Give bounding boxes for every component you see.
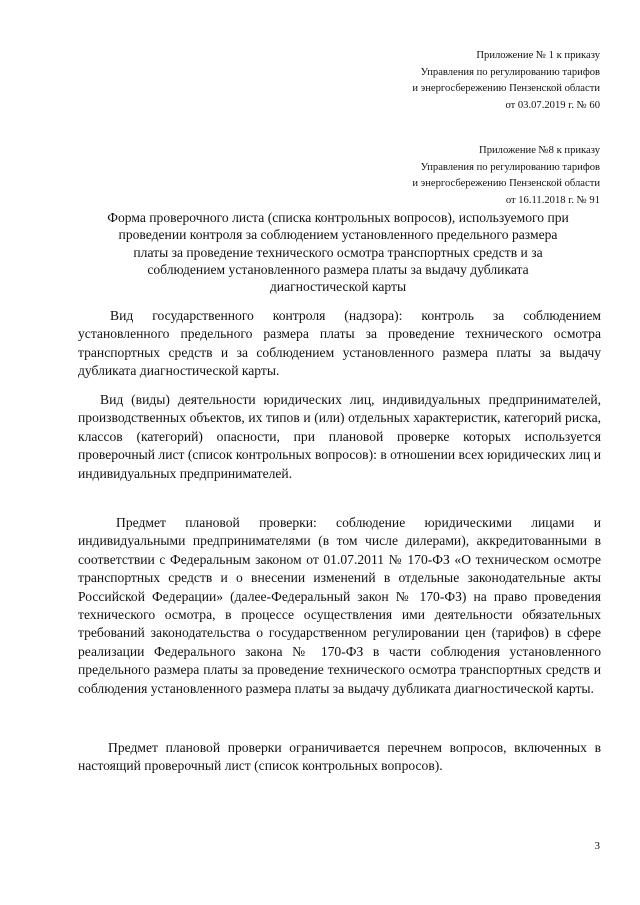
page-number: 3 — [594, 840, 600, 852]
appendix-note-1 — [300, 48, 600, 115]
appendix-2-line-2: Управления по регулированию тарифов — [420, 161, 600, 173]
appendix-1-line-2: Управления по регулированию тарифов — [420, 66, 600, 78]
appendix-note-2 — [300, 143, 600, 210]
title-line-5: диагностической карты — [269, 279, 407, 295]
appendix-2-line-3: и энергосбережению Пензенской области — [412, 178, 600, 190]
appendix-2-line-1: Приложение №8 к приказу — [479, 145, 600, 156]
paragraph-activity-types: Вид (виды) деятельности юридических лиц, индивидуальных предпринимателей, производственных объектов, их типов и (или) отдельных характеристик, категорий риска, классов (категорий) опасности, при плановой проверке которых используется проверочный лист (список контрольных вопросов): в отношении всех юридических лиц и индивидуальных предпринимателей. — [78, 392, 601, 481]
appendix-1-line-1: Приложение № 1 к приказу — [476, 50, 600, 61]
appendix-2-line-4: от 16.11.2018 г. № 91 — [505, 195, 600, 207]
title-line-4: соблюдением установленного размера платы за выдачу дубликата — [147, 261, 529, 277]
paragraph-inspection-limit: Предмет плановой проверки ограничивается перечнем вопросов, включенных в настоящий проверочный лист (список контрольных вопросов). — [78, 740, 601, 774]
document-title — [64, 209, 612, 295]
paragraph-inspection-subject: Предмет плановой проверки: соблюдение юридическими лицами и индивидуальными предпринимателями (в том числе дилерами), аккредитованными в соответствии с Федеральным законом от 01.07.2011 № 170-ФЗ «О техническом осмотре транспортных средств и о внесении изменений в отдельные законодательные акты Российской Федерации» (далее-Федеральный закон № 170-ФЗ) на право проведения технического осмотра, в процессе осуществления ими деятельности обязательных требований законодательства о государственном регулировании цен (тарифов) в сфере реализации Федерального закона № 170-ФЗ в части соблюдения установленного предельного размера платы за проведение технического осмотра транспортных средств и соблюдения установленного размера платы за выдачу дубликата диагностической карты. — [78, 515, 601, 696]
title-line-3: платы за проведение технического осмотра транспортных средств и за — [133, 244, 543, 260]
paragraph-control-type: Вид государственного контроля (надзора): контроль за соблюдением установленного предельного размера платы за проведение технического осмотра транспортных средств и за соблюдением установленного размера платы за выдачу дубликата диагностической карты. — [78, 308, 601, 379]
appendix-1-line-4: от 03.07.2019 г. № 60 — [505, 100, 600, 112]
title-line-2: проведении контроля за соблюдением установленного предельного размера — [118, 227, 558, 243]
title-line-1: Форма проверочного листа (списка контрольных вопросов), используемого при — [107, 210, 569, 225]
appendix-1-line-3: и энергосбережению Пензенской области — [412, 83, 600, 95]
